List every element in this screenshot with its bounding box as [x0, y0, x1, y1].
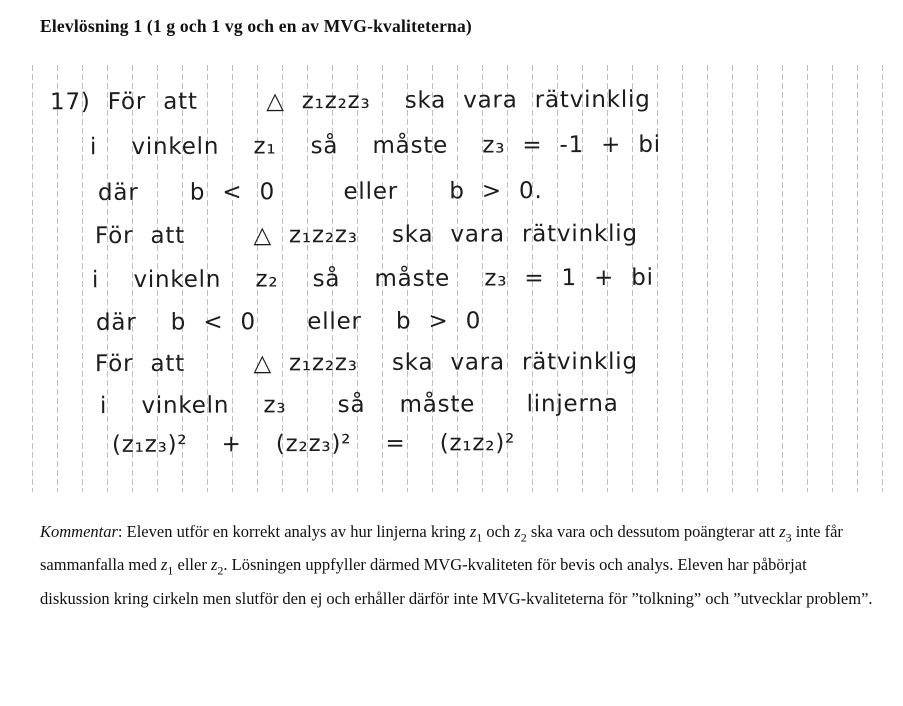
- handwritten-line: 17) För att △ z₁z₂z₃ ska vara rätvinklig: [49, 86, 651, 116]
- handwritten-line: där b < 0 eller b > 0: [95, 308, 482, 336]
- handwritten-line: i vinkeln z₂ så måste z₃ = 1 + bi: [91, 264, 654, 294]
- handwritten-line: För att △ z₁z₂z₃ ska vara rätvinklig: [94, 220, 638, 250]
- handwritten-line: i vinkeln z₁ så måste z₃ = -1 + bi: [89, 131, 661, 161]
- teacher-comment-paragraph: Kommentar: Eleven utför en korrekt analys av hur linjerna kring $z_1$ och $z_2$ ska vara och dessutom poängterar att $z_3$ inte får sammanfalla med $z_1$ eller $z_2$. Lösningen uppfyller därmed MVG-kvaliteten för bevis och analys. Eleven har påbörjat diskussion kring cirkeln men slutför den ej och erhåller därför inte MVG-kvaliteterna för ”tolkning” och ”utvecklar problem”.: [40, 522, 873, 608]
- handwritten-line: För att △ z₁z₂z₃ ska vara rätvinklig: [94, 348, 638, 378]
- handwritten-line: (z₁z₃)² + (z₂z₃)² = (z₁z₂)²: [111, 430, 516, 458]
- handwritten-line: i vinkeln z₃ så måste linjerna: [99, 390, 619, 420]
- handwritten-line: där b < 0 eller b > 0.: [97, 178, 543, 206]
- page-title: Elevlösning 1 (1 g och 1 vg och en av MVG-kvaliteterna): [40, 16, 472, 36]
